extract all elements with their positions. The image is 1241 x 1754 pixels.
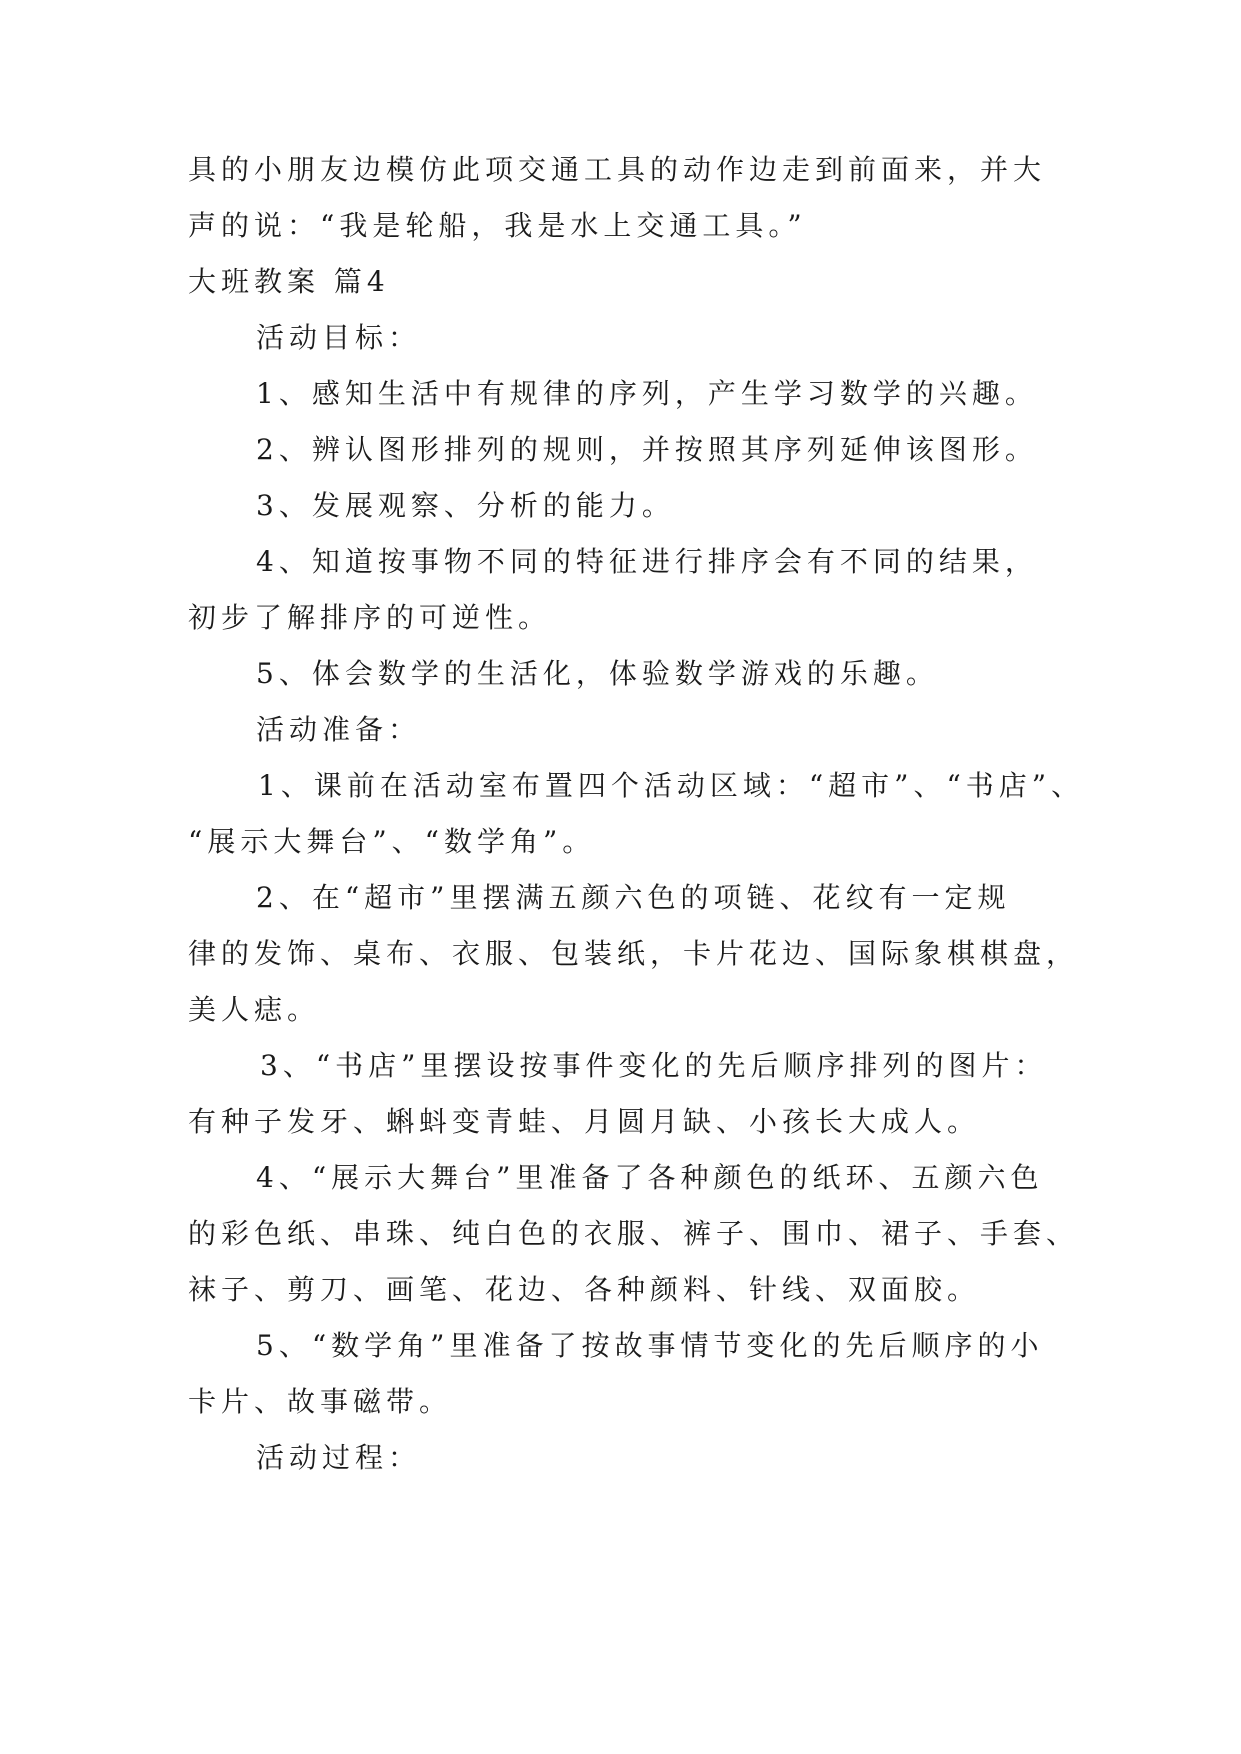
goal-item-4-cont: 初步了解排序的可逆性。 [188,601,552,634]
goal-item-3: 3、发展观察、分析的能力。 [256,489,675,522]
prep-item-4: 4、“展示大舞台”里准备了各种颜色的纸环、五颜六色 [256,1161,1044,1194]
prep-item-5: 5、“数学角”里准备了按故事情节变化的先后顺序的小 [256,1329,1044,1362]
prep-item-1: 1、课前在活动室布置四个活动区域：“超市”、“书店”、 [258,769,1085,802]
subheading-activity-process: 活动过程： [256,1441,422,1474]
goal-item-4: 4、知道按事物不同的特征进行排序会有不同的结果， [256,545,1038,578]
paragraph-continuation-line-2: 声的说：“我是轮船，我是水上交通工具。” [188,209,807,242]
prep-item-2-cont-1: 律的发饰、桌布、衣服、包装纸，卡片花边、国际象棋棋盘， [188,937,1080,970]
subheading-activity-goals: 活动目标： [256,321,422,354]
goal-item-2: 2、辨认图形排列的规则，并按照其序列延伸该图形。 [256,433,1038,466]
prep-item-4-cont-2: 袜子、剪刀、画笔、花边、各种颜料、针线、双面胶。 [188,1273,981,1306]
section-heading: 大班教案 篇4 [188,265,390,298]
paragraph-continuation-line-1: 具的小朋友边模仿此项交通工具的动作边走到前面来，并大 [188,153,1047,186]
prep-item-2-cont-2: 美人痣。 [188,993,321,1026]
prep-item-3: 3、“书店”里摆设按事件变化的先后顺序排列的图片： [260,1049,1048,1082]
prep-item-3-cont: 有种子发牙、蝌蚪变青蛙、月圆月缺、小孩长大成人。 [188,1105,981,1138]
prep-item-1-cont: “展示大舞台”、“数学角”。 [188,825,596,858]
goal-item-5: 5、体会数学的生活化，体验数学游戏的乐趣。 [256,657,939,690]
goal-item-1: 1、感知生活中有规律的序列，产生学习数学的兴趣。 [256,377,1038,410]
prep-item-2: 2、在“超市”里摆满五颜六色的项链、花纹有一定规 [256,881,1011,914]
prep-item-4-cont-1: 的彩色纸、串珠、纯白色的衣服、裤子、围巾、裙子、手套、 [188,1217,1080,1250]
subheading-activity-prep: 活动准备： [256,713,422,746]
prep-item-5-cont: 卡片、故事磁带。 [188,1385,453,1418]
